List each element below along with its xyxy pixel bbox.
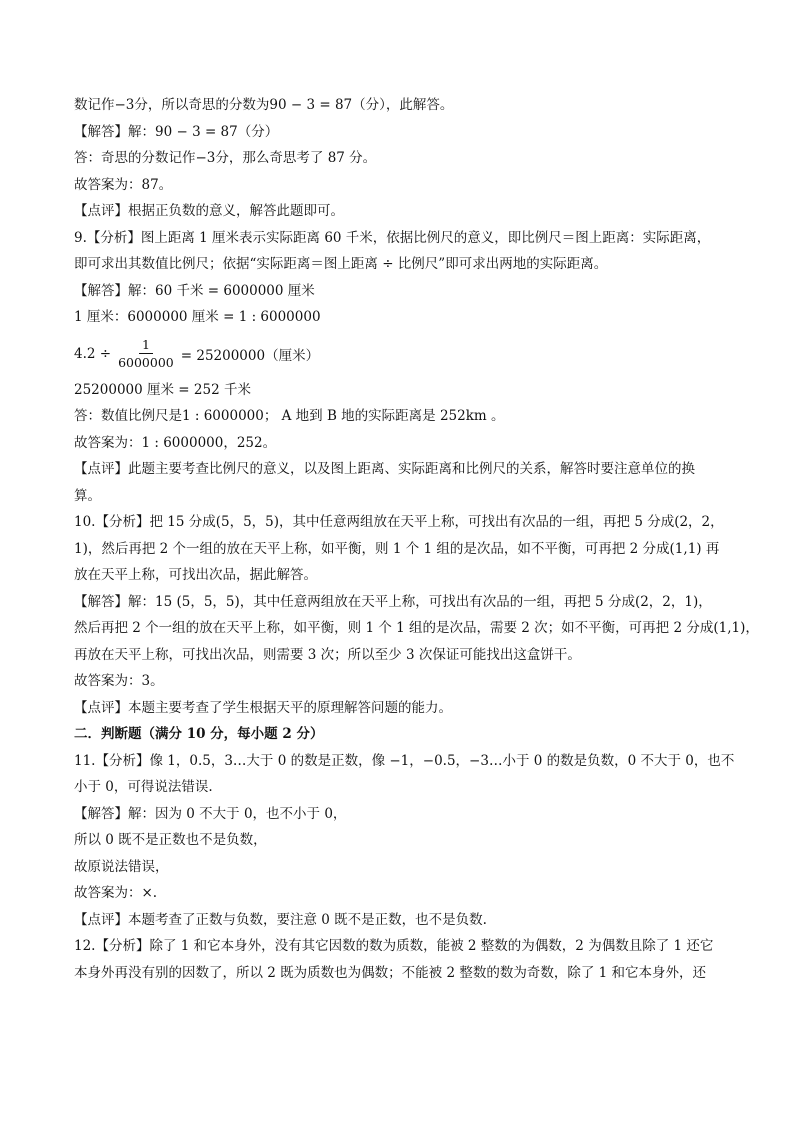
text-line: 小于 0，可得说法错误.	[74, 779, 213, 795]
text-line: 【解答】解：因为 0 不大于 0，也不小于 0，	[74, 805, 347, 822]
fraction-denominator: 6000000	[118, 355, 174, 370]
text-line: 故答案为：87。	[74, 176, 173, 193]
text-line: 本身外再没有别的因数了，所以 2 既为质数也为偶数；不能被 2 整数的数为奇数，除了 1 和它本身外，还	[74, 964, 707, 981]
text-line: 故答案为：×.	[74, 885, 158, 901]
text-line: 1)，然后再把 2 个一组的放在天平上称，如平衡，则 1 个 1 组的是次品，如不平衡，可再把 2 分成(1,1) 再	[74, 540, 720, 557]
text-line: 25200000 厘米 = 252 千米	[74, 381, 251, 398]
text-line: 10.【分析】把 15 分成(5，5，5)，其中任意两组放在天平上称，可找出有次品的一组，再把 5 分成(2，2，	[74, 514, 724, 530]
text-line: 故答案为：1 : 6000000，252。	[74, 434, 277, 451]
text-line: 即可求出其数值比例尺；依据“实际距离＝图上距离 ÷ 比例尺”即可求出两地的实际距离。	[74, 256, 608, 272]
text-line: 【解答】解：15 (5，5，5)，其中任意两组放在天平上称，可找出有次品的一组，再把 5 分成(2，2，1)，	[74, 593, 712, 610]
document-page	[74, 92, 759, 986]
fraction-suffix: = 25200000（厘米）	[180, 347, 320, 364]
section-heading: 二．判断题（满分 10 分，每小题 2 分）	[74, 726, 324, 742]
text-line: 12.【分析】除了 1 和它本身外，没有其它因数的数为质数，能被 2 整数的为偶数，2 为偶数且除了 1 还它	[74, 938, 714, 954]
text-line: 所以 0 既不是正数也不是负数，	[74, 832, 267, 848]
fraction-prefix: 4.2 ÷	[74, 345, 112, 362]
text-line: 1 厘米：6000000 厘米 = 1 : 6000000	[74, 309, 321, 325]
text-line: 【点评】本题主要考查了学生根据天平的原理解答问题的能力。	[74, 699, 452, 716]
text-line: 【解答】解：90 − 3 = 87（分）	[74, 123, 279, 140]
fraction	[115, 336, 177, 371]
text-line: 再放在天平上称，可找出次品，则需要 3 次；所以至少 3 次保证可能找出这盒饼干。	[74, 646, 581, 663]
text-line: 答：奇思的分数记作−3分，那么奇思考了 87 分。	[74, 150, 377, 166]
text-line: 9.【分析】图上距离 1 厘米表示实际距离 60 千米，依据比例尺的意义，即比例尺＝图上距离：实际距离，	[74, 229, 711, 246]
text-line: 算。	[74, 487, 101, 504]
text-line: 【解答】解：60 千米 = 6000000 厘米	[74, 282, 315, 299]
text-line: 然后再把 2 个一组的放在天平上称，如平衡，则 1 个 1 组的是次品，需要 2 次；如不平衡，可再把 2 分成(1,1)，	[74, 620, 759, 636]
fraction-equation	[74, 331, 724, 377]
text-line: 数记作−3分，所以奇思的分数为90 − 3 = 87（分），此解答。	[74, 97, 454, 113]
text-line: 故原说法错误，	[74, 858, 169, 875]
text-line: 【点评】根据正负数的意义，解答此题即可。	[74, 203, 344, 219]
text-line: 11.【分析】像 1，0.5，3…大于 0 的数是正数，像 −1，−0.5，−3…小于 0 的数是负数，0 不大于 0，也不	[74, 752, 735, 769]
text-line: 放在天平上称，可找出次品，据此解答。	[74, 567, 317, 583]
fraction-numerator: 1	[139, 336, 153, 354]
text-line: 【点评】此题主要考查比例尺的意义，以及图上距离、实际距离和比例尺的关系，解答时要注意单位的换	[74, 461, 695, 477]
text-line: 答：数值比例尺是1 : 6000000； A 地到 B 地的实际距离是 252km 。	[74, 408, 505, 424]
text-line: 故答案为：3。	[74, 673, 164, 689]
text-line: 【点评】本题考查了正数与负数，要注意 0 既不是正数，也不是负数.	[74, 911, 487, 928]
